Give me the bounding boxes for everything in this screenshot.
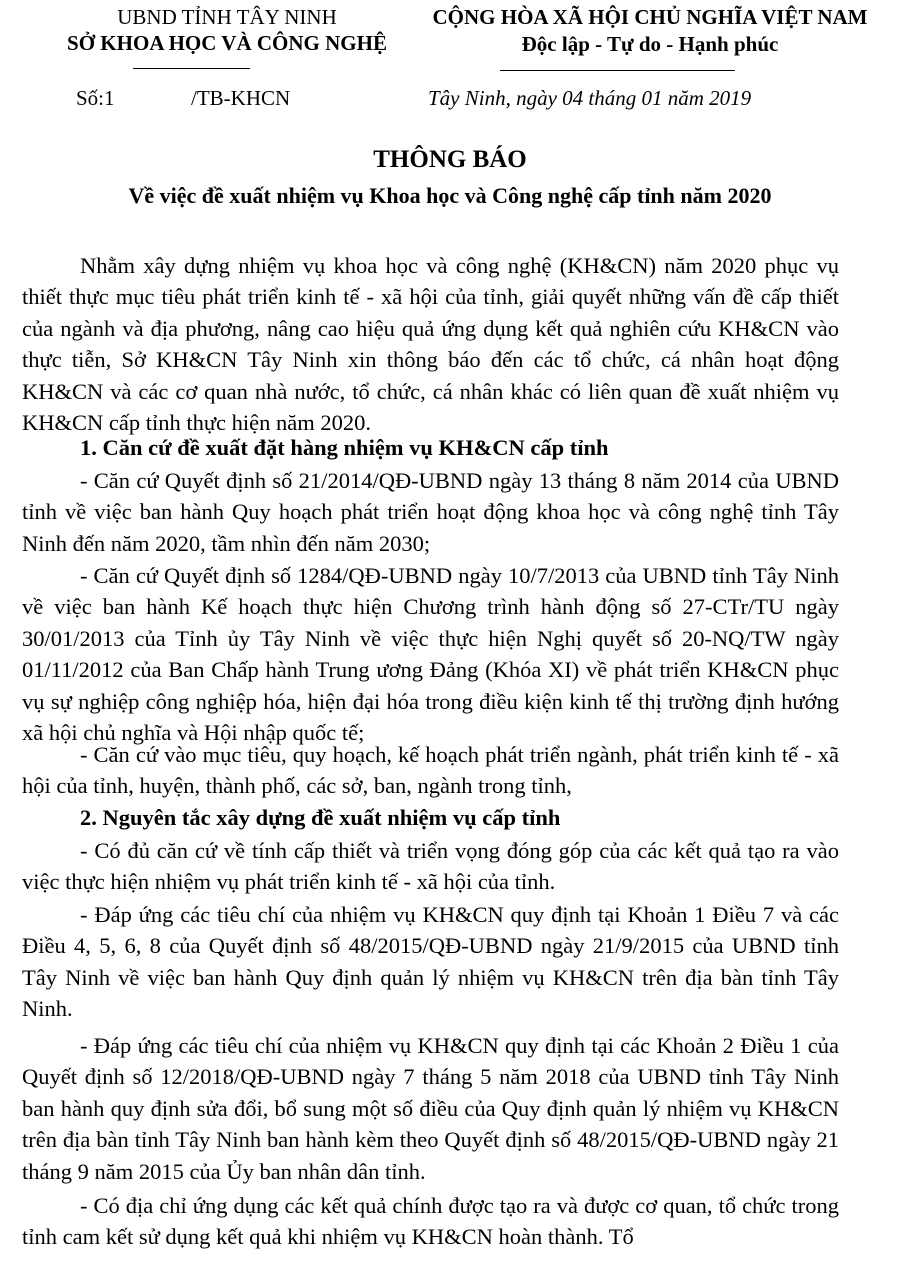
nation-line-1: CỘNG HÒA XÃ HỘI CHỦ NGHĨA VIỆT NAM — [432, 5, 868, 29]
nation-divider — [500, 70, 735, 71]
section-2-paragraph-4: - Có địa chỉ ứng dụng các kết quả chính được tạo ra và được cơ quan, tổ chức trong tỉnh cam kết sử dụng kết quả khi nhiệm vụ KH&CN hoàn thành. Tổ — [22, 1193, 839, 1250]
section-2-heading: 2. Nguyên tắc xây dựng đề xuất nhiệm vụ cấp tỉnh — [80, 805, 561, 830]
section-1-paragraph-3: - Căn cứ vào mục tiêu, quy hoạch, kế hoạch phát triển ngành, phát triển kinh tế - xã hội của tỉnh, huyện, thành phố, các sở, ban, ngành trong tỉnh, — [22, 742, 839, 799]
org-divider — [133, 68, 250, 69]
doc-code: /TB-KHCN — [191, 86, 291, 110]
nation-line-2: Độc lập - Tự do - Hạnh phúc — [521, 32, 779, 56]
intro-paragraph: Nhằm xây dựng nhiệm vụ khoa học và công nghệ (KH&CN) năm 2020 phục vụ thiết thực mục tiêu phát triển kinh tế - xã hội của tỉnh, giải quyết những vấn đề cấp thiết của ngành và địa phương, nâng cao hiệu quả ứng dụng kết quả nghiên cứu KH&CN vào thực tiễn, Sở KH&CN Tây Ninh xin thông báo đến các tổ chức, cá nhân hoạt động KH&CN và các cơ quan nhà nước, tổ chức, cá nhân khác có liên quan đề xuất nhiệm vụ KH&CN cấp tỉnh thực hiện năm 2020. — [22, 253, 839, 436]
section-2-paragraph-2: - Đáp ứng các tiêu chí của nhiệm vụ KH&CN quy định tại Khoản 1 Điều 7 và các Điều 4, 5, 6, 8 của Quyết định số 48/2015/QĐ-UBND ngày 21/9/2015 của UBND tỉnh Tây Ninh về việc ban hành Quy định quản lý nhiệm vụ KH&CN trên địa bàn tỉnh Tây Ninh. — [22, 902, 839, 1022]
section-2-paragraph-3: - Đáp ứng các tiêu chí của nhiệm vụ KH&CN quy định tại các Khoản 2 Điều 1 của Quyết định số 12/2018/QĐ-UBND ngày 7 tháng 5 năm 2018 của UBND tỉnh Tây Ninh ban hành quy định sửa đổi, bổ sung một số điều của Quy định quản lý nhiệm vụ KH&CN trên địa bàn tỉnh Tây Ninh ban hành kèm theo Quyết định số 48/2015/QĐ-UBND ngày 21 tháng 9 năm 2015 của Ủy ban nhân dân tỉnh. — [22, 1033, 839, 1184]
section-1-heading: 1. Căn cứ đề xuất đặt hàng nhiệm vụ KH&CN cấp tỉnh — [80, 435, 609, 460]
section-1-paragraph-1: - Căn cứ Quyết định số 21/2014/QĐ-UBND ngày 13 tháng 8 năm 2014 của UBND tỉnh về việc ban hành Quy hoạch phát triển hoạt động khoa học và công nghệ tỉnh Tây Ninh đến năm 2020, tầm nhìn đến năm 2030; — [22, 468, 839, 556]
section-2-paragraph-1: - Có đủ căn cứ về tính cấp thiết và triển vọng đóng góp của các kết quả tạo ra vào việc thực hiện nhiệm vụ phát triển kinh tế - xã hội của tỉnh. — [22, 838, 839, 895]
section-1-paragraph-2: - Căn cứ Quyết định số 1284/QĐ-UBND ngày 10/7/2013 của UBND tỉnh Tây Ninh về việc ban hành Kế hoạch thực hiện Chương trình hành động số 27-CTr/TU ngày 30/01/2013 của Tỉnh ủy Tây Ninh về việc thực hiện Nghị quyết số 20-NQ/TW ngày 01/11/2012 của Ban Chấp hành Trung ương Đảng (Khóa XI) về phát triển KH&CN phục vụ sự nghiệp công nghiệp hóa, hiện đại hóa trong điều kiện kinh tế thị trường định hướng xã hội chủ nghĩa và Hội nhập quốc tế; — [22, 563, 839, 746]
doc-subtitle: Về việc đề xuất nhiệm vụ Khoa học và Công nghệ cấp tỉnh năm 2020 — [128, 183, 772, 208]
doc-number: Số:1 — [76, 86, 115, 110]
place-date: Tây Ninh, ngày 04 tháng 01 năm 2019 — [428, 86, 752, 110]
org-line-2: SỞ KHOA HỌC VÀ CÔNG NGHỆ — [67, 31, 387, 55]
org-line-1: UBND TỈNH TÂY NINH — [117, 5, 337, 29]
doc-title: THÔNG BÁO — [373, 146, 527, 173]
